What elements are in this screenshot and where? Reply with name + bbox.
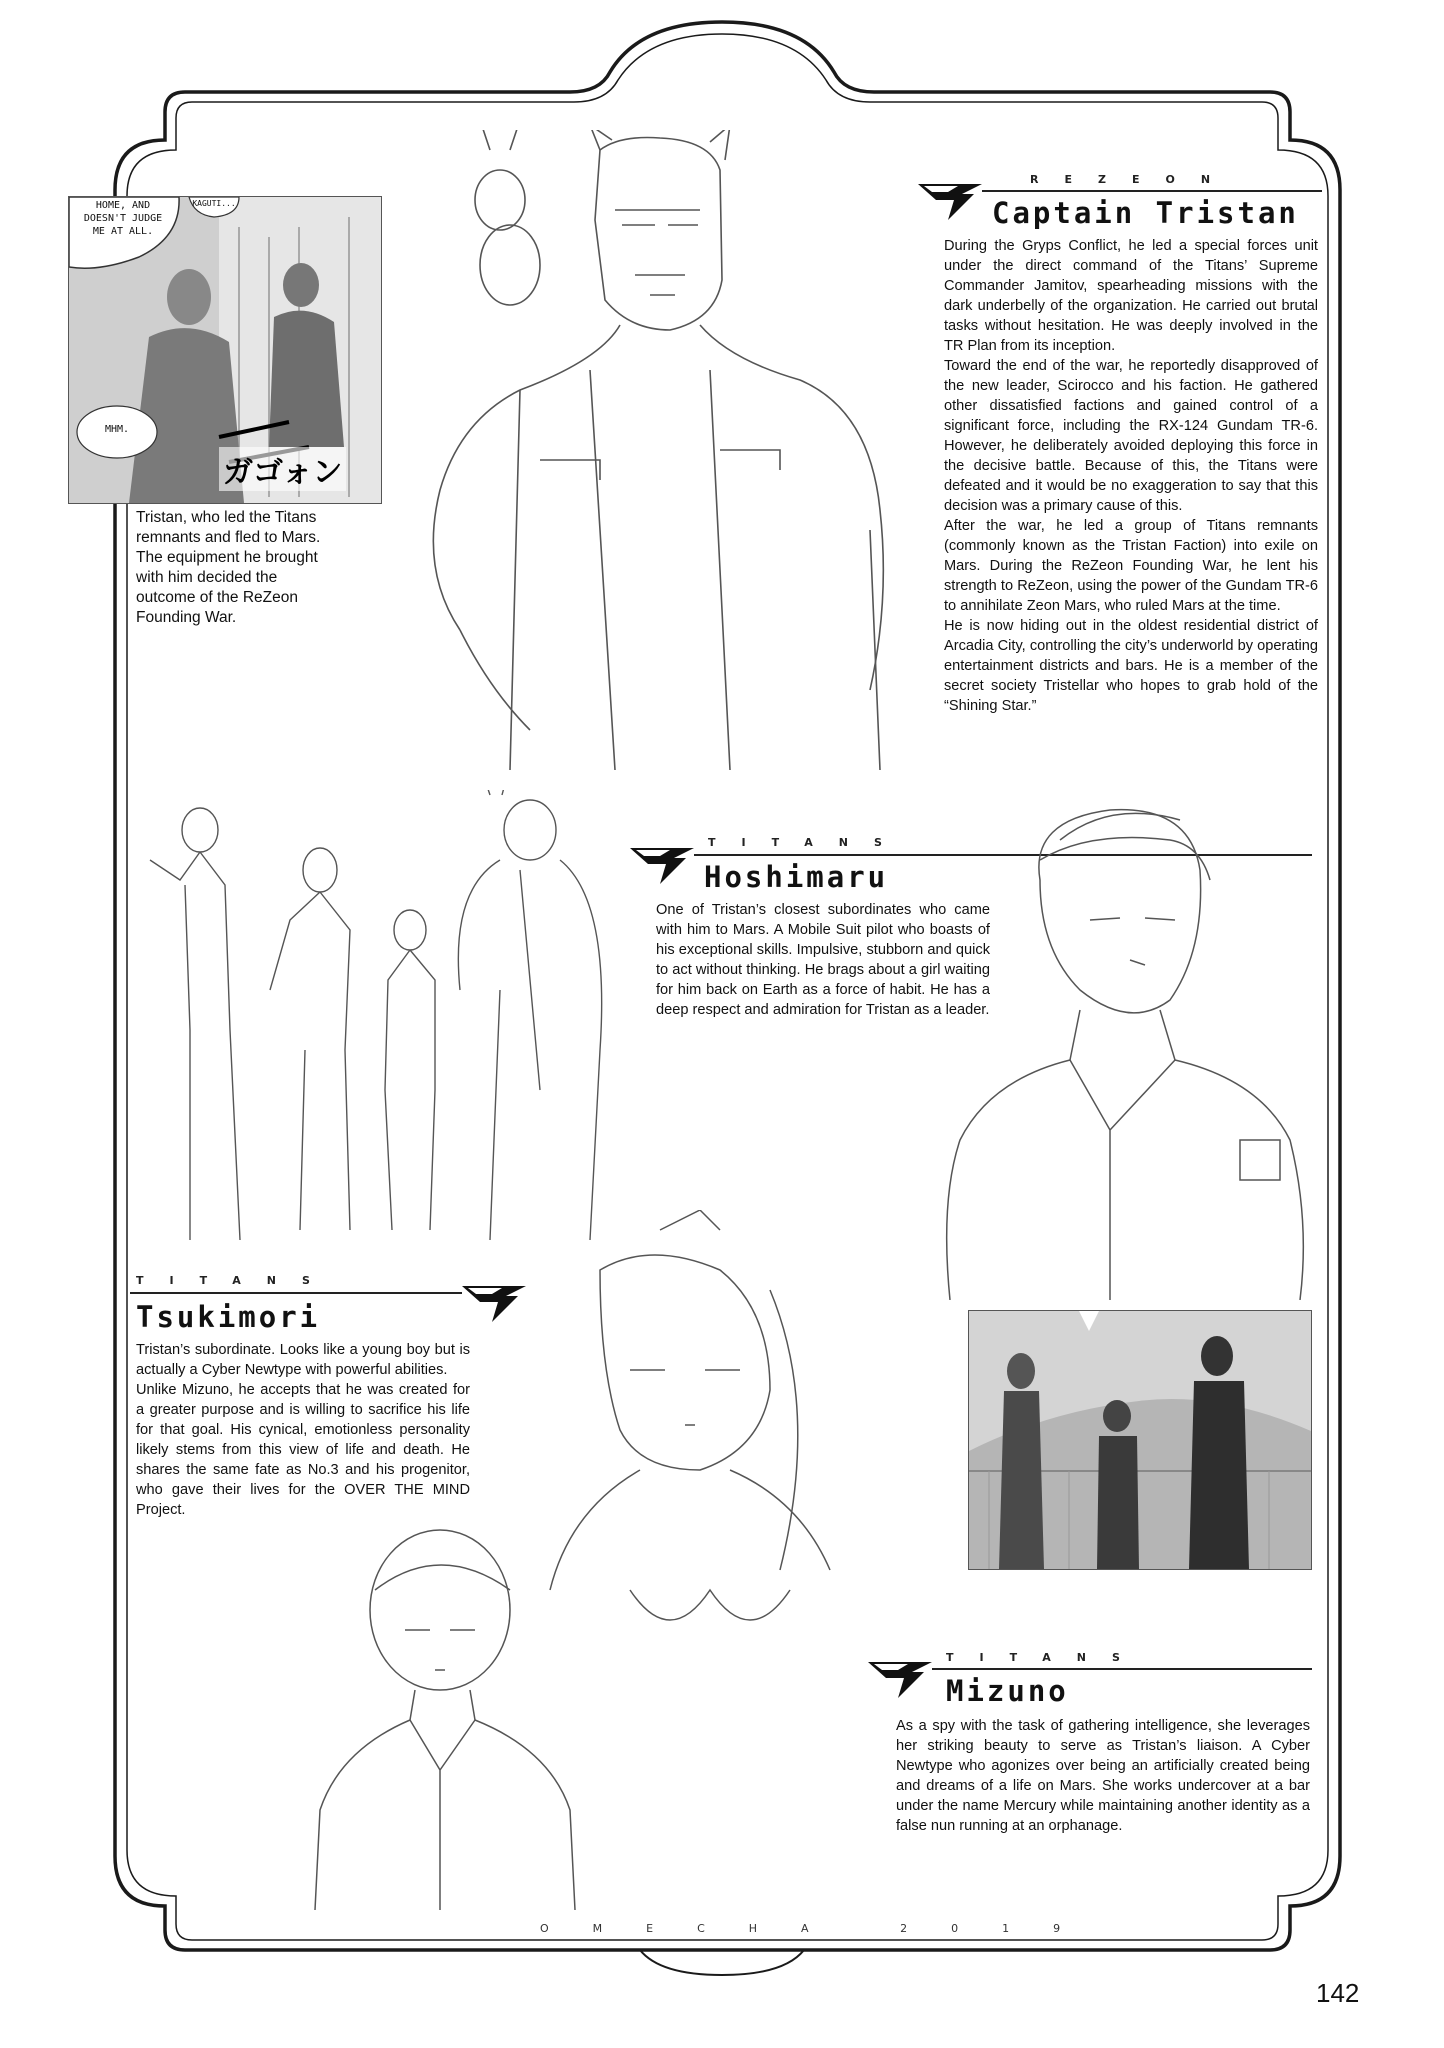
tristan-paragraph: Toward the end of the war, he reportedly disapproved of the new leader, Scirocco and his faction. He gathered other dissatisfied factions and gained control of a significant force, including the RX-124 Gundam TR-6. However, he deliberately avoided deploying this force in the decisive battle. Because of this, the Titans were defeated and it would be no exaggeration to say that this decision was a primary cause of this.: [944, 358, 1318, 514]
speech-bubble-left: HOME, AND DOESN'T JUDGE ME AT ALL.: [83, 200, 163, 237]
group-lineup-sketch: [130, 790, 620, 1270]
tristan-description: [944, 236, 1318, 716]
speech-bubble-right: KAGUTI...: [192, 199, 236, 208]
captain-tristan-sketch: [400, 130, 930, 790]
mizuno-description: [896, 1716, 1310, 1836]
tristan-header-line: [982, 190, 1322, 192]
mizuno-paragraph: As a spy with the task of gathering intelligence, she leverages her striking beauty to serve as Tristan’s liaison. A Cyber Newtype who agonizes over being an artificially created being and dreams of a life on Mars. She works undercover at a bar under the name Mercury while maintaining another identity as a false nun running at an orphanage.: [896, 1718, 1310, 1834]
speech-bubble-mhm: MHM.: [104, 424, 130, 435]
titans-emblem-icon: [630, 842, 694, 886]
footer-label: OMECHA 2019: [540, 1922, 1105, 1935]
tristan-name: Captain Tristan: [992, 196, 1299, 230]
mizuno-tsukimori-sketch: [300, 1210, 860, 1910]
tsukimori-paragraph: Unlike Mizuno, he accepts that he was created for a greater purpose and is willing to sacrifice his life for that goal. His cynical, emotionless personality likely stems from this view of life and death. He shares the same fate as No.3 and his progenitor, who gave their lives for the OVER THE MIND Project.: [136, 1382, 470, 1518]
tristan-faction-label: REZEON: [1030, 173, 1237, 186]
panel-caption: Tristan, who led the Titans remnants and fled to Mars. The equipment he brought with him decided the outcome of the ReZeon Founding War.: [136, 509, 321, 626]
hoshimaru-paragraph: One of Tristan’s closest subordinates who came with him to Mars. A Mobile Suit pilot who boasts of his exceptional skills. Impulsive, stubborn and quick to act without thinking. He brags about a girl waiting for him back on Earth as a force of habit. He has a deep respect and admiration for Tristan as a leader.: [656, 902, 990, 1018]
rezeon-emblem-icon: [918, 178, 982, 222]
page-number: 142: [1316, 1978, 1360, 2008]
titans-emblem-icon: [868, 1656, 932, 1700]
mizuno-header-line: [932, 1668, 1312, 1670]
manga-panel: [68, 196, 382, 504]
hoshimaru-name: Hoshimaru: [704, 860, 889, 894]
tsukimori-name: Tsukimori: [136, 1300, 321, 1334]
scene-photo-art: [969, 1311, 1311, 1569]
tsukimori-paragraph: Tristan’s subordinate. Looks like a young boy but is actually a Cyber Newtype with powerful abilities.: [136, 1342, 470, 1378]
mizuno-name: Mizuno: [946, 1674, 1069, 1708]
sound-effect: ガゴォン: [219, 447, 346, 491]
hoshimaru-portrait-sketch: [930, 800, 1310, 1300]
mizuno-faction-label: TITANS: [946, 1651, 1146, 1664]
tristan-paragraph: He is now hiding out in the oldest residential district of Arcadia City, controlling the city’s underworld by operating entertainment districts and bars. He is a member of the secret society Tristellar who hopes to grab hold of the “Shining Star.”: [944, 618, 1318, 714]
tsukimori-faction-label: TITANS: [136, 1274, 336, 1287]
scene-photo: [968, 1310, 1312, 1570]
hoshimaru-faction-label: TITANS: [708, 836, 908, 849]
tristan-paragraph: During the Gryps Conflict, he led a special forces unit under the direct command of the Titans’ Supreme Commander Jamitov, spearheading missions with the dark underbelly of the organization. He carried out brutal tasks without hesitation. He was deeply involved in the TR Plan from its inception.: [944, 238, 1318, 354]
tristan-paragraph: After the war, he led a group of Titans remnants (commonly known as the Tristan Faction) into exile on Mars. During the ReZeon Founding War, he lent his strength to ReZeon, using the power of the Gundam TR-6 to annihilate Zeon Mars, who ruled Mars at the time.: [944, 518, 1318, 614]
